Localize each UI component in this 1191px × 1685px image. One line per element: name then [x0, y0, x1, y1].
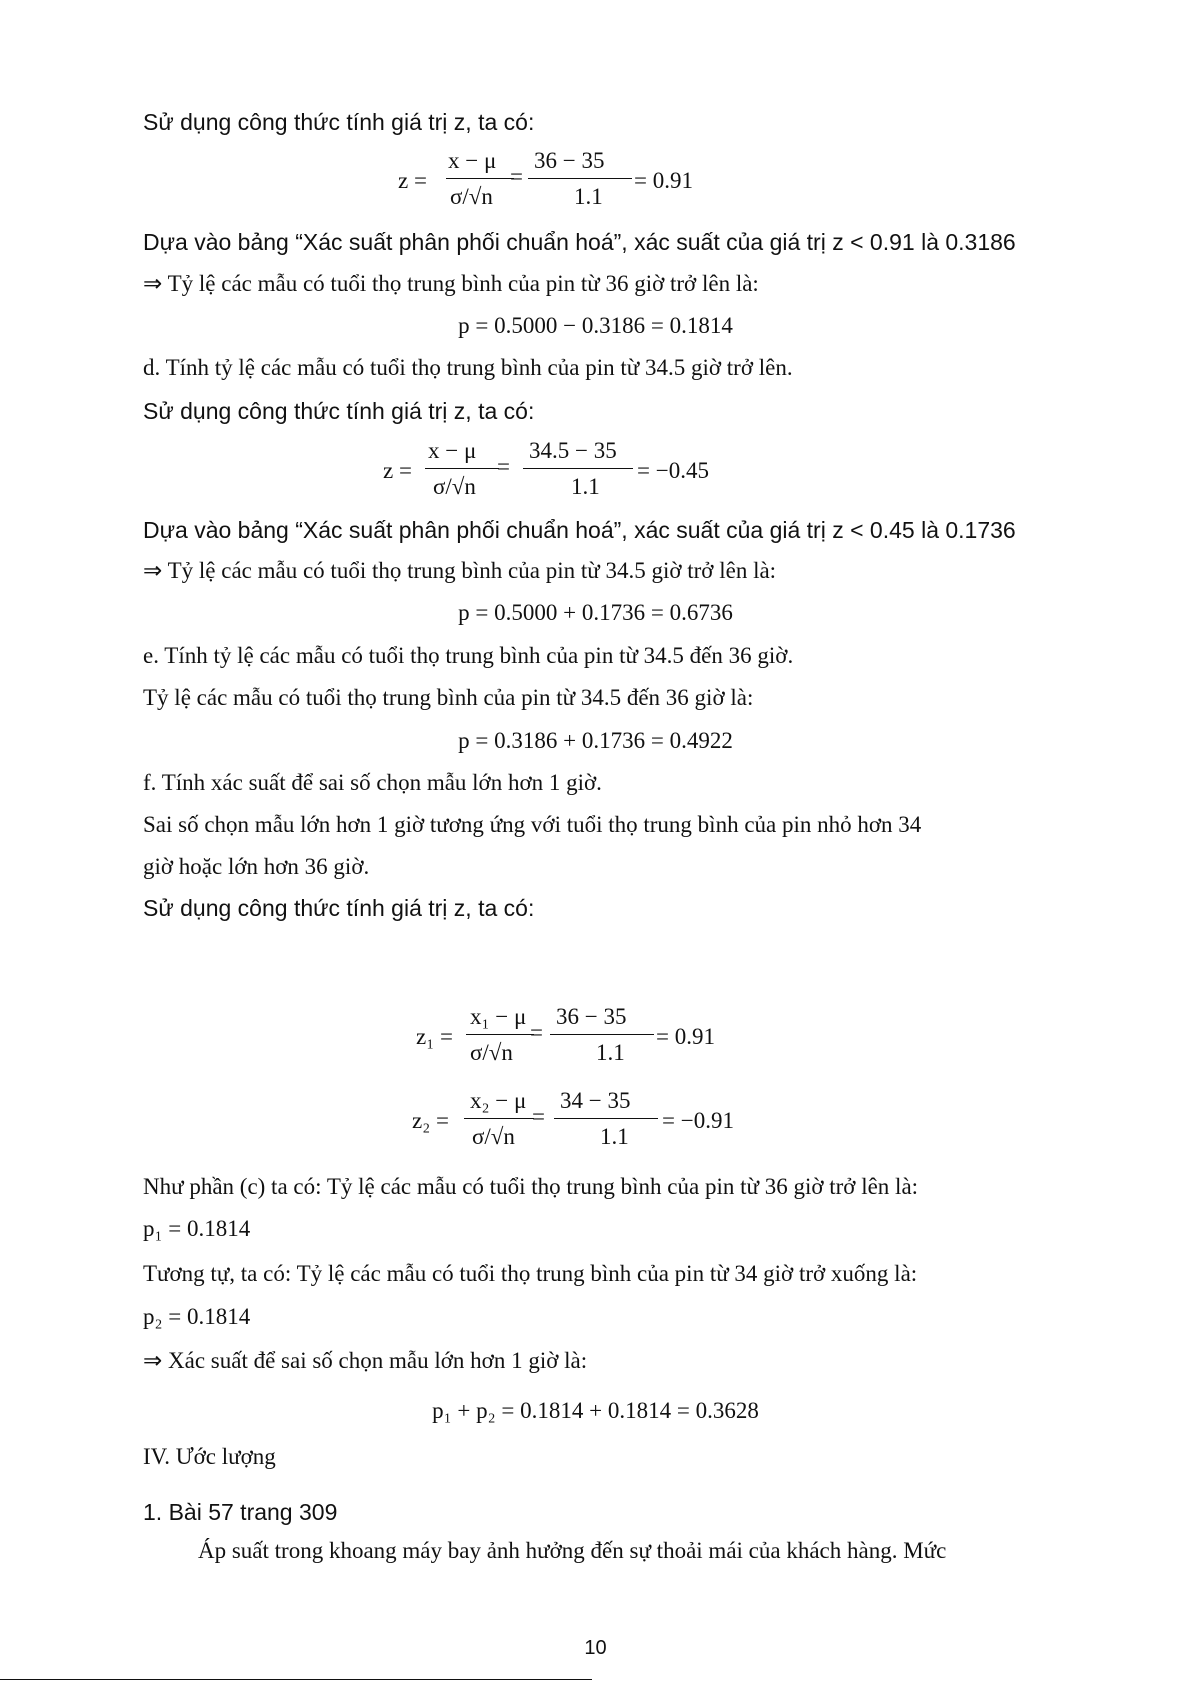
text-line: p₂ = 0.1814: [143, 1304, 251, 1329]
formula-numerator-2: 34.5 − 35: [529, 438, 617, 463]
text-line: Dựa vào bảng “Xác suất phân phối chuẩn hoá”, xác suất của giá trị z < 0.91 là 0.3186: [143, 229, 1016, 255]
section-heading-d: d. Tính tỷ lệ các mẫu có tuổi thọ trung bình của pin từ 34.5 giờ trở lên.: [143, 355, 793, 380]
text-line: Như phần (c) ta có: Tỷ lệ các mẫu có tuổi thọ trung bình của pin từ 36 giờ trở lên là:: [143, 1174, 919, 1199]
equation-line: p = 0.5000 − 0.3186 = 0.1814: [458, 313, 733, 338]
text-line: ⇒ Tỷ lệ các mẫu có tuổi thọ trung bình của pin từ 34.5 giờ trở lên là:: [143, 558, 777, 583]
section-heading-iv: IV. Ước lượng: [143, 1444, 276, 1469]
text-line: p₁ = 0.1814: [143, 1216, 251, 1241]
formula-denominator-2: 1.1: [571, 474, 600, 499]
formula-numerator: x − μ: [428, 438, 477, 463]
text-line: Tương tự, ta có: Tỷ lệ các mẫu có tuổi thọ trung bình của pin từ 34 giờ trở xuống là:: [143, 1261, 918, 1286]
formula-result: = −0.45: [637, 458, 709, 483]
fraction-bar: [464, 1118, 534, 1119]
formula-result: = 0.91: [656, 1024, 715, 1049]
formula-denominator-2: 1.1: [596, 1040, 625, 1065]
formula-z1: [416, 996, 736, 1076]
formula-numerator-2: 36 − 35: [556, 1004, 627, 1029]
formula-equals: =: [530, 1020, 543, 1045]
section-heading-f: f. Tính xác suất để sai số chọn mẫu lớn hơn 1 giờ.: [143, 770, 602, 795]
formula-denominator: σ/√n: [433, 474, 476, 499]
formula-lhs: z₁ =: [416, 1024, 453, 1049]
formula-lhs: z =: [398, 168, 427, 193]
formula-equals: =: [510, 164, 523, 189]
formula-numerator: x₁ − μ: [470, 1004, 527, 1029]
formula-numerator-2: 36 − 35: [534, 148, 605, 173]
fraction-bar: [523, 468, 633, 469]
formula-z: [383, 430, 743, 510]
formula-result: = 0.91: [634, 168, 693, 193]
formula-equals: =: [497, 454, 510, 479]
text-line: Tỷ lệ các mẫu có tuổi thọ trung bình của pin từ 34.5 đến 36 giờ là:: [143, 685, 754, 710]
formula-numerator-2: 34 − 35: [560, 1088, 631, 1113]
exercise-heading: 1. Bài 57 trang 309: [143, 1499, 338, 1525]
footer-rule: [0, 1679, 592, 1680]
equation-line: p = 0.5000 + 0.1736 = 0.6736: [458, 600, 733, 625]
page-number: 10: [584, 1637, 607, 1659]
formula-denominator: σ/√n: [450, 184, 493, 209]
fraction-bar: [550, 1034, 654, 1035]
text-line: giờ hoặc lớn hơn 36 giờ.: [143, 854, 370, 879]
text-line: Sử dụng công thức tính giá trị z, ta có:: [143, 895, 535, 921]
formula-z: [398, 140, 718, 220]
section-heading-e: e. Tính tỷ lệ các mẫu có tuổi thọ trung bình của pin từ 34.5 đến 36 giờ.: [143, 643, 794, 668]
formula-numerator: x₂ − μ: [470, 1088, 527, 1113]
formula-denominator: σ/√n: [470, 1040, 513, 1065]
paragraph-line: Áp suất trong khoang máy bay ảnh hưởng đến sự thoải mái của khách hàng. Mức: [198, 1538, 947, 1563]
text-line: Sử dụng công thức tính giá trị z, ta có:: [143, 109, 535, 135]
formula-lhs: z =: [383, 458, 412, 483]
text-line: ⇒ Xác suất để sai số chọn mẫu lớn hơn 1 giờ là:: [143, 1348, 588, 1373]
text-line: ⇒ Tỷ lệ các mẫu có tuổi thọ trung bình của pin từ 36 giờ trở lên là:: [143, 271, 759, 296]
text-line: Dựa vào bảng “Xác suất phân phối chuẩn hoá”, xác suất của giá trị z < 0.45 là 0.1736: [143, 517, 1016, 543]
formula-denominator-2: 1.1: [574, 184, 603, 209]
formula-z2: [412, 1080, 752, 1160]
formula-lhs: z₂ =: [412, 1108, 449, 1133]
fraction-bar: [554, 1118, 658, 1119]
formula-denominator-2: 1.1: [600, 1124, 629, 1149]
formula-numerator: x − μ: [448, 148, 497, 173]
fraction-bar: [466, 1034, 534, 1035]
formula-result: = −0.91: [662, 1108, 734, 1133]
formula-denominator: σ/√n: [472, 1124, 515, 1149]
formula-equals: =: [532, 1104, 545, 1129]
fraction-bar: [425, 468, 499, 469]
fraction-bar: [446, 178, 514, 179]
equation-line: p = 0.3186 + 0.1736 = 0.4922: [458, 728, 733, 753]
text-line: Sử dụng công thức tính giá trị z, ta có:: [143, 398, 535, 424]
fraction-bar: [528, 178, 632, 179]
text-line: Sai số chọn mẫu lớn hơn 1 giờ tương ứng với tuổi thọ trung bình của pin nhỏ hơn 34: [143, 812, 922, 837]
equation-line: p₁ + p₂ = 0.1814 + 0.1814 = 0.3628: [432, 1398, 759, 1423]
